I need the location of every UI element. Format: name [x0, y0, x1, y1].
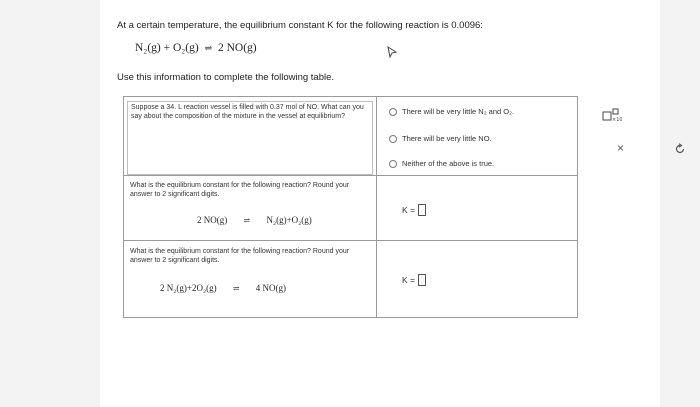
table-row-divider [124, 240, 577, 241]
svg-text:×10: ×10 [612, 117, 622, 122]
exponent-icon [602, 108, 622, 122]
row3-reaction [160, 283, 286, 293]
mouse-cursor-icon [386, 45, 398, 63]
table-divider [376, 97, 377, 317]
undo-icon[interactable] [674, 142, 686, 160]
option-label: Neither of the above is true. [402, 159, 495, 168]
row3-k-field [402, 274, 426, 286]
row3-reaction-lhs: 2 N₂(g)+2O₂(g) [160, 283, 217, 293]
row2-k-field [402, 204, 426, 216]
equilibrium-arrow-icon: ⇌ [204, 43, 213, 53]
option-neither[interactable] [389, 159, 494, 168]
k-input[interactable] [418, 204, 426, 216]
option-little-no[interactable] [389, 134, 492, 143]
equilibrium-arrow-icon: ⇌ [232, 284, 240, 293]
exponent-button[interactable] [602, 108, 622, 122]
intro-text: At a certain temperature, the equilibrium constant K for the following reaction is 0.0096: [117, 20, 483, 31]
row2-reaction-lhs: 2 NO(g) [197, 215, 228, 225]
answer-table [123, 96, 578, 318]
k-input[interactable] [418, 274, 426, 286]
k-label: K = [402, 275, 415, 285]
row3-question-text: What is the equilibrium constant for the following reaction? Round your answer to 2 significant digits. [130, 248, 350, 264]
instructions-text: Use this information to complete the following table. [117, 72, 335, 83]
main-reaction-rhs: 2 NO(g) [217, 42, 257, 54]
row1-question-box [127, 101, 373, 175]
option-label: There will be very little N₂ and O₂. [402, 107, 515, 116]
row3-reaction-rhs: 4 NO(g) [255, 283, 287, 293]
side-tools [592, 96, 642, 166]
main-reaction-lhs: N₂(g) + O₂(g) [135, 42, 199, 54]
row2-reaction [197, 215, 312, 225]
radio-button[interactable] [389, 160, 397, 168]
option-label: There will be very little NO. [402, 134, 492, 143]
table-row-divider [124, 175, 577, 176]
radio-button[interactable] [389, 135, 397, 143]
radio-button[interactable] [389, 108, 397, 116]
main-reaction [135, 42, 257, 54]
row1-question-text: Suppose a 34. L reaction vessel is filled with 0.37 mol of NO. What can you say about the composition of the mixture in the vessel at equilibrium? [127, 101, 373, 175]
row2-reaction-rhs: N₂(g)+O₂(g) [266, 215, 312, 225]
option-little-n2-o2[interactable] [389, 107, 514, 116]
row2-question-text: What is the equilibrium constant for the following reaction? Round your answer to 2 significant digits. [130, 182, 350, 198]
equilibrium-arrow-icon: ⇌ [243, 216, 251, 225]
close-icon[interactable]: × [617, 141, 625, 155]
k-label: K = [402, 205, 415, 215]
